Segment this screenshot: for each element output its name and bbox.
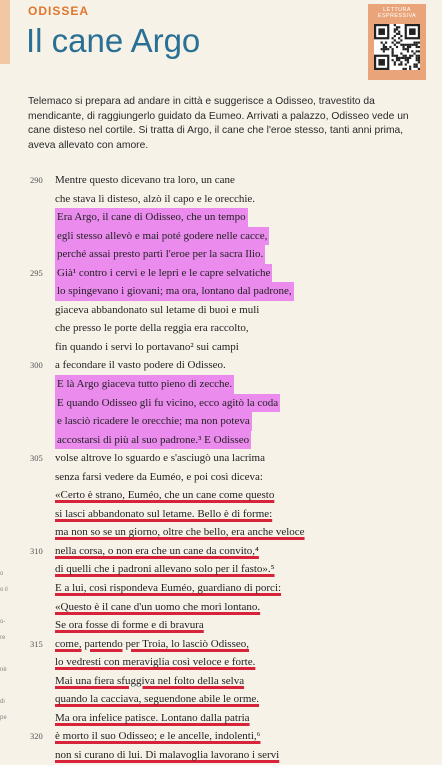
margin-fragment: o il [0,587,8,593]
line-number: 300 [30,360,43,371]
highlighted-verse: egli stesso allevò e mai poté godere nelle cacce, [55,227,269,246]
section-label: ODISSEA [28,4,90,18]
side-color-tab [0,0,10,64]
line-number: 305 [30,453,43,464]
highlighted-verse: lo spingevano i giovani; ma ora, lontano dal padrone, [55,282,294,301]
verse-text: senza farsi vedere da Euméo, e poi così diceva: [55,470,263,483]
poem-line [0,598,442,617]
poem-line [0,560,442,579]
verse-text: Mentre questo dicevano tra loro, un cane [55,174,235,186]
qr-panel[interactable] [368,4,426,80]
highlighted-verse: e lasciò ricadere le orecchie; ma non poteva [55,412,252,431]
poem-line [0,171,442,190]
margin-fragment: o [0,571,4,577]
highlighted-verse: perché assai presto partì l'eroe per la sacra Ilio. [55,245,265,264]
underlined-verse: lo vedresti con meraviglia così veloce e forte. [55,656,256,669]
margin-fragment: di [0,699,5,705]
margin-fragment: re [0,635,6,641]
poem-line [0,282,442,301]
intro-paragraph: Telemaco si prepara ad andare in città e suggerisce a Odisseo, travestito da mendicante, di raggiungerlo guidato da Eumeo. Arrivati a palazzo, Odisseo vede un cane disteso nel cortile. Si tratta di Argo, il cane che l'eroe stesso, tanti anni prima, aveva allevato con amore. [28,96,409,151]
verse-text: volse altrove lo sguardo e s'asciugò una lacrima [55,452,265,465]
underlined-verse: E a lui, così rispondeva Euméo, guardiano di porci: [55,582,282,595]
underlined-verse: Mai una fiera sfuggiva nel folto della selva [55,674,245,687]
poem-line [0,486,442,505]
underlined-verse: si lasci abbandonato sul letame. Bello è di forme: [55,507,273,520]
poem-line [0,690,442,709]
verse-text: fin quando i servi lo portavano² sui campi [55,340,239,353]
margin-fragment: pe [0,715,7,721]
underlined-verse: di quelli che i padroni allevano solo per il fasto».⁵ [55,563,275,576]
poem-line [0,653,442,672]
poem-line [0,672,442,691]
poem-line [0,746,442,765]
verse-text: giaceva abbandonato sul letame di buoi e muli [55,303,260,316]
poem-line [0,338,442,357]
highlighted-verse: E quando Odisseo gli fu vicino, ecco agitò la coda [55,394,280,413]
verse-text: che presso le porte della reggia era raccolto, [55,322,249,335]
underlined-verse: è morto il suo Odisseo; e le ancelle, indolenti,⁶ [55,730,261,743]
poem-line [0,468,442,487]
highlighted-verse: E là Argo giaceva tutto pieno di zecche. [55,375,234,394]
margin-fragment [0,650,12,666]
qr-code-icon[interactable] [374,24,420,70]
underlined-verse: Se ora fosse di forme e di bravura [55,619,204,632]
poem-line [0,616,442,635]
poem-line [0,505,442,524]
poem-line [0,227,442,246]
margin-fragment: nè [0,667,7,673]
underlined-verse: quando la cacciava, seguendone abile le orme. [55,693,260,706]
verse-text: che stava lì disteso, alzò il capo e le orecchie. [55,192,256,205]
margin-fragment [0,682,12,698]
line-number: 315 [30,638,43,649]
page-title: Il cane Argo [26,22,201,59]
poem-line [0,394,442,413]
poem-line [0,727,442,746]
line-number: 320 [30,731,43,742]
poem-line [0,542,442,561]
poem-line [0,356,442,375]
poem-line [0,245,442,264]
underlined-verse: «Questo è il cane d'un uomo che morì lontano. [55,600,261,613]
poem-line [0,208,442,227]
poem-line [0,579,442,598]
poem-line [0,264,442,283]
poem-text [0,171,442,765]
line-number: 310 [30,545,43,556]
poem-line [0,709,442,728]
highlighted-verse: Già¹ contro i cervi e le lepri e le capre selvatiche [55,264,272,283]
poem-line [0,301,442,320]
underlined-verse: nella corsa, o non era che un cane da convito,⁴ [55,544,259,557]
poem-line [0,635,442,654]
underlined-verse: come, partendo per Troia, lo lasciò Odisseo, [55,637,249,650]
margin-notes [0,570,12,730]
underlined-verse: non si curano di lui. Di malavoglia lavorano i servi [55,748,280,761]
highlighted-verse: Era Argo, il cane di Odisseo, che un tempo [55,208,248,227]
poem-line [0,412,442,431]
highlighted-verse: accostarsi di più al suo padrone.³ E Odisseo [55,431,251,450]
margin-fragment: o- [0,619,6,625]
underlined-verse: «Certo è strano, Euméo, che un cane come questo [55,489,275,502]
poem-line [0,319,442,338]
margin-fragment [0,602,12,618]
line-number: 295 [30,267,43,278]
poem-line [0,190,442,209]
underlined-verse: Ma ora infelice patisce. Lontano dalla patria [55,711,250,724]
line-number: 290 [30,175,43,185]
poem-line [0,431,442,450]
poem-line [0,375,442,394]
qr-label: LETTURA ESPRESSIVA [377,7,417,19]
verse-text: a fecondare il vasto podere di Odisseo. [55,359,226,372]
poem-line [0,523,442,542]
poem-line [0,449,442,468]
underlined-verse: ma non so se un giorno, oltre che bello, era anche veloce [55,526,305,539]
